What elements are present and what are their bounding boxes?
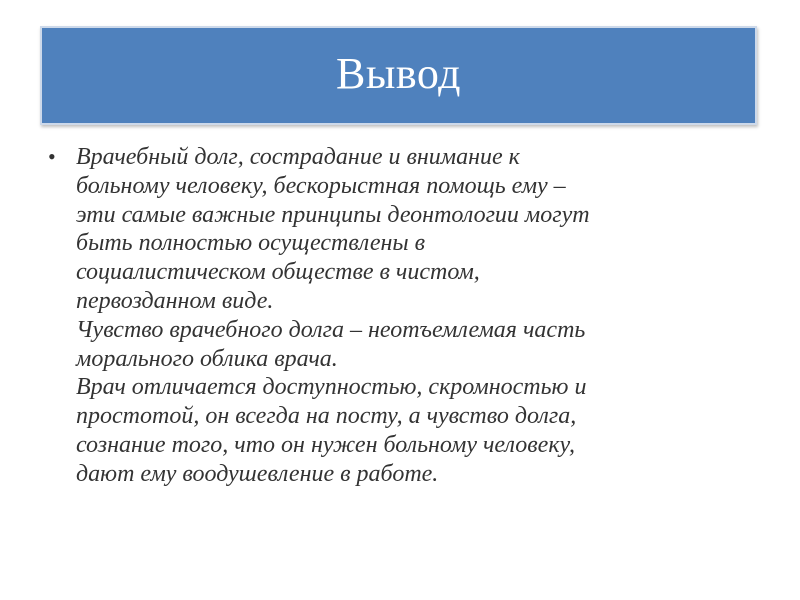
slide-title: Вывод bbox=[335, 49, 461, 98]
bullet-icon: • bbox=[48, 144, 56, 169]
body-text-box bbox=[48, 143, 748, 489]
title-bar bbox=[40, 26, 757, 125]
paragraph-1: Врачебный долг, сострадание и внимание к больному человеку, бескорыстная помощь ему – эти самые важные принципы деонтологии могут быть полностью осуществлены в социалистическом обществе в чистом, первозданном виде. bbox=[76, 144, 590, 314]
paragraph-2: Чувство врачебного долга – неотъемлемая часть морального облика врача. bbox=[76, 316, 586, 372]
paragraph-3: Врач отличается доступностью, скромностью и простотой, он всегда на посту, а чувство долга, сознание того, что он нужен больному человеку, дают ему воодушевление в работе. bbox=[76, 374, 587, 487]
